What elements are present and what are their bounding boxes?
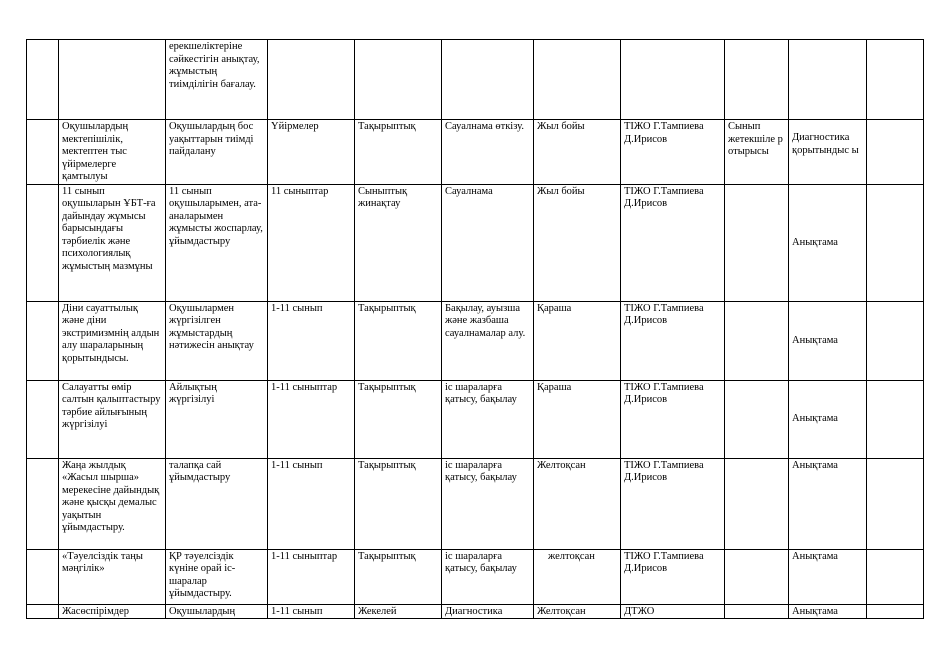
table-cell-object: 1-11 сыныптар — [268, 380, 355, 458]
table-cell-responsible: ТІЖО Г.Тампиева Д.Ирисов — [621, 301, 725, 380]
table-cell-type: Сыныптық жинақтау — [355, 184, 442, 301]
table-cell-index — [27, 120, 59, 185]
table-cell-object: 11 сыныптар — [268, 184, 355, 301]
table-cell-type: Тақырыптық — [355, 458, 442, 549]
table-cell-method: іс шараларға қатысу, бақылау — [442, 549, 534, 604]
table-cell-method: Сауалнама — [442, 184, 534, 301]
table-cell-goal: 11 сынып оқушыларымен, ата-аналарымен жұмысты жоспарлау, ұйымдастыру — [166, 184, 268, 301]
table-cell-object: 1-11 сыныптар — [268, 549, 355, 604]
table-cell-time: Қараша — [534, 301, 621, 380]
table-cell-review — [725, 380, 789, 458]
table-cell-result: Анықтама — [789, 458, 867, 549]
table-cell-responsible: ДТЖО — [621, 604, 725, 619]
table-cell-type: Тақырыптық — [355, 120, 442, 185]
table-row — [27, 458, 924, 549]
table-cell-result: Анықтама — [789, 380, 867, 458]
table-cell-extra — [867, 301, 924, 380]
table-cell-index — [27, 549, 59, 604]
table-cell-topic: Оқушылардың мектепішілік, мектептен тыс үйірмелерге қамтылуы — [59, 120, 166, 185]
table-cell-review — [725, 458, 789, 549]
table-cell-review — [725, 604, 789, 619]
table-row — [27, 549, 924, 604]
table-cell-type: Жекелей — [355, 604, 442, 619]
table-cell-time: Желтоқсан — [534, 458, 621, 549]
table-cell-goal: Айлықтың жүргізілуі — [166, 380, 268, 458]
table-cell-topic: «Тәуелсіздік таңы мәңгілік» — [59, 549, 166, 604]
table-cell-index — [27, 458, 59, 549]
table-cell-goal: Оқушылармен жүргізілген жұмыстардың нәтижесін анықтау — [166, 301, 268, 380]
table-cell-method: Диагностика — [442, 604, 534, 619]
table-cell-responsible: ТІЖО Г.Тампиева Д.Ирисов — [621, 458, 725, 549]
table-cell-responsible: ТІЖО Г.Тампиева Д.Ирисов — [621, 549, 725, 604]
table-cell-review — [725, 549, 789, 604]
table-cell-type: Тақырыптық — [355, 549, 442, 604]
table-cell-type — [355, 40, 442, 120]
table-row — [27, 380, 924, 458]
table-cell-index — [27, 40, 59, 120]
table-cell-topic: Жасөспірімдер — [59, 604, 166, 619]
table-row — [27, 184, 924, 301]
table-cell-responsible: ТІЖО Г.Тампиева Д.Ирисов — [621, 120, 725, 185]
table-cell-extra — [867, 458, 924, 549]
table-cell-result — [789, 40, 867, 120]
table-cell-result: Диагностика қорытындыс ы — [789, 120, 867, 185]
table-cell-index — [27, 380, 59, 458]
table-cell-extra — [867, 184, 924, 301]
table-cell-method: іс шараларға қатысу, бақылау — [442, 380, 534, 458]
table-cell-time — [534, 40, 621, 120]
table-cell-goal: Оқушылардың — [166, 604, 268, 619]
table-cell-responsible — [621, 40, 725, 120]
table-cell-topic: Салауатты өмір салтын қалыптастыру тәрбие айлығының жүргізілуі — [59, 380, 166, 458]
table-cell-time: Желтоқсан — [534, 604, 621, 619]
table-row — [27, 120, 924, 185]
table-cell-result: Анықтама — [789, 301, 867, 380]
table-cell-method — [442, 40, 534, 120]
table-cell-time: Жыл бойы — [534, 120, 621, 185]
table-cell-goal: Оқушылардың бос уақыттарын тиімді пайдалану — [166, 120, 268, 185]
table-cell-review: Сынып жетекшіле р отырысы — [725, 120, 789, 185]
table-cell-object: Үйірмелер — [268, 120, 355, 185]
table-row — [27, 604, 924, 619]
table-cell-topic: Жаңа жылдық «Жасыл шырша» мерекесіне дайындық және қысқы демалыс уақытын ұйымдастыру. — [59, 458, 166, 549]
table-cell-review — [725, 301, 789, 380]
table-cell-object: 1-11 сынып — [268, 458, 355, 549]
table-cell-extra — [867, 40, 924, 120]
plan-table — [26, 39, 924, 619]
table-cell-topic: Діни сауаттылық және діни экстримизмнің алдын алу шараларының қорытындысы. — [59, 301, 166, 380]
table-cell-extra — [867, 604, 924, 619]
table-cell-object: 1-11 сынып — [268, 301, 355, 380]
table-cell-responsible: ТІЖО Г.Тампиева Д.Ирисов — [621, 380, 725, 458]
table-cell-time: Қараша — [534, 380, 621, 458]
table-cell-topic — [59, 40, 166, 120]
table-row — [27, 301, 924, 380]
table-cell-object — [268, 40, 355, 120]
table-cell-topic: 11 сынып оқушыларын ҰБТ-ға дайындау жұмысы барысындағы тәрбиелік және психологиялық жұмыстың мазмұны — [59, 184, 166, 301]
table-cell-time: Жыл бойы — [534, 184, 621, 301]
table-cell-time: желтоқсан — [534, 549, 621, 604]
table-cell-extra — [867, 120, 924, 185]
table-cell-goal: талапқа сай ұйымдастыру — [166, 458, 268, 549]
table-cell-method: Сауалнама өткізу. — [442, 120, 534, 185]
table-cell-result: Анықтама — [789, 604, 867, 619]
table-cell-method: іс шараларға қатысу, бақылау — [442, 458, 534, 549]
table-cell-index — [27, 184, 59, 301]
table-cell-extra — [867, 549, 924, 604]
table-cell-index — [27, 604, 59, 619]
table-cell-review — [725, 184, 789, 301]
table-cell-object: 1-11 сынып — [268, 604, 355, 619]
table-cell-review — [725, 40, 789, 120]
table-cell-goal: ерекшеліктеріне сәйкестігін анықтау, жұмыстың тиімділігін бағалау. — [166, 40, 268, 120]
table-cell-method: Бақылау, ауызша және жазбаша сауалнамалар алу. — [442, 301, 534, 380]
table-cell-responsible: ТІЖО Г.Тампиева Д.Ирисов — [621, 184, 725, 301]
table-cell-result: Анықтама — [789, 549, 867, 604]
table-cell-type: Тақырыптық — [355, 380, 442, 458]
table-cell-result: Анықтама — [789, 184, 867, 301]
table-cell-extra — [867, 380, 924, 458]
table-row — [27, 40, 924, 120]
table-cell-type: Тақырыптық — [355, 301, 442, 380]
table-cell-index — [27, 301, 59, 380]
table-cell-goal: ҚР тәуелсіздік күніне орай іс-шаралар ұйымдастыру. — [166, 549, 268, 604]
